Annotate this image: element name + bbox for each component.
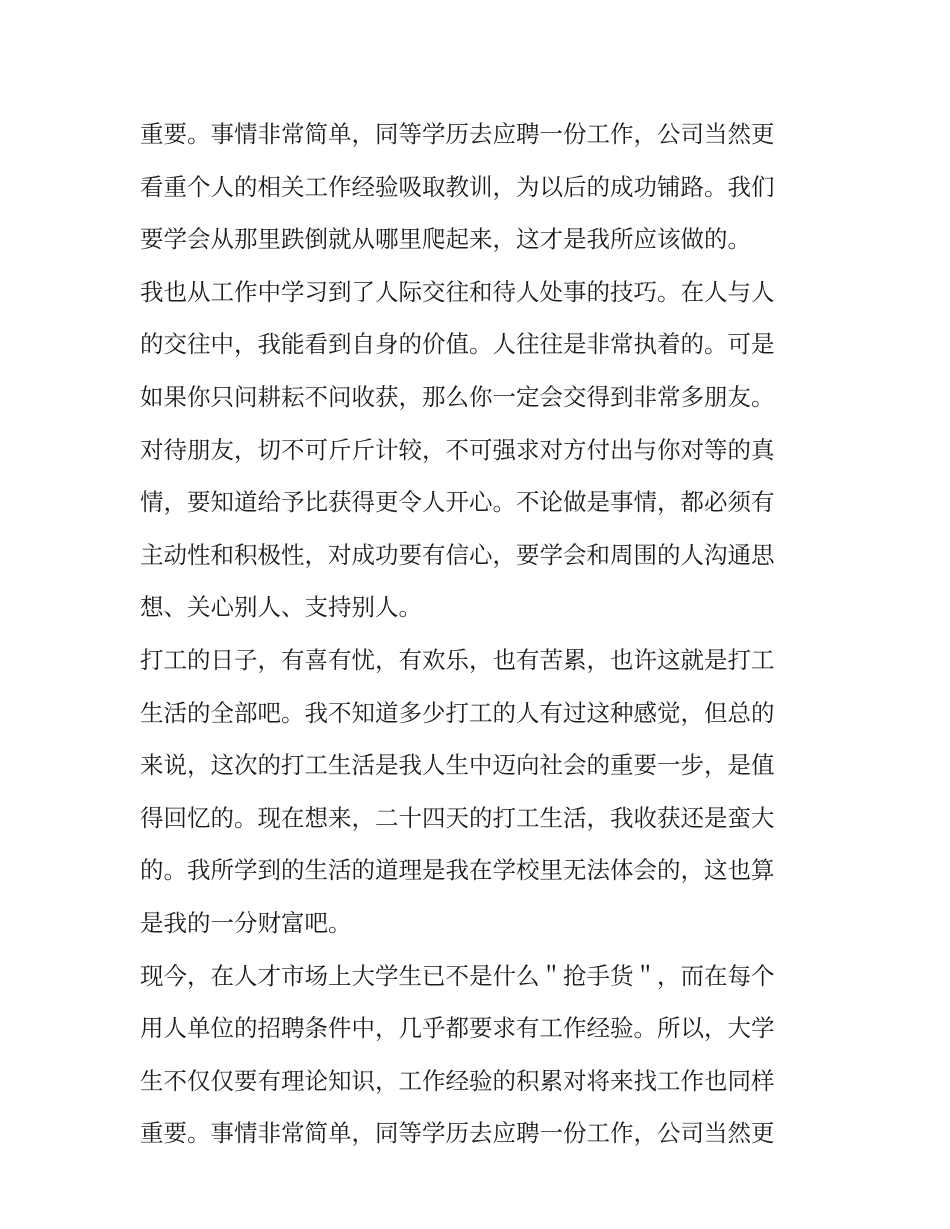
text-line: 的。我所学到的生活的道理是我在学校里无法体会的，这也算 [140, 856, 775, 885]
text-line: 用人单位的招聘条件中，几乎都要求有工作经验。所以，大学 [140, 1014, 775, 1043]
text-line: 我也从工作中学习到了人际交往和待人处事的技巧。在人与人 [140, 277, 775, 306]
text-line: 如果你只问耕耘不问收获，那么你一定会交得到非常多朋友。 [140, 382, 775, 411]
body-text [140, 108, 820, 1160]
text-line: 来说，这次的打工生活是我人生中迈向社会的重要一步，是值 [140, 751, 775, 780]
text-line: 生不仅仅要有理论知识，工作经验的积累对将来找工作也同样 [140, 1066, 775, 1095]
text-line: 的交往中，我能看到自身的价值。人往往是非常执着的。可是 [140, 330, 775, 359]
text-line: 是我的一分财富吧。 [140, 908, 352, 937]
text-line: 看重个人的相关工作经验吸取教训，为以后的成功铺路。我们 [140, 172, 775, 201]
text-line: 打工的日子，有喜有忧，有欢乐，也有苦累，也许这就是打工 [140, 645, 775, 674]
text-line: 生活的全部吧。我不知道多少打工的人有过这种感觉，但总的 [140, 698, 775, 727]
text-line: 要学会从那里跌倒就从哪里爬起来，这才是我所应该做的。 [140, 225, 751, 254]
text-line: 重要。事情非常简单，同等学历去应聘一份工作，公司当然更 [140, 1119, 775, 1148]
text-line: 得回忆的。现在想来，二十四天的打工生活，我收获还是蛮大 [140, 803, 775, 832]
text-line: 主动性和积极性，对成功要有信心，要学会和周围的人沟通思 [140, 540, 775, 569]
text-line: 重要。事情非常简单，同等学历去应聘一份工作，公司当然更 [140, 120, 775, 148]
text-line: 对待朋友，切不可斤斤计较，不可强求对方付出与你对等的真 [140, 435, 775, 464]
text-line: 情，要知道给予比获得更令人开心。不论做是事情，都必须有 [140, 488, 775, 517]
text-line: 想、关心别人、支持别人。 [140, 593, 422, 622]
text-line: 现今，在人才市场上大学生已不是什么＂抢手货＂，而在每个 [140, 961, 775, 990]
